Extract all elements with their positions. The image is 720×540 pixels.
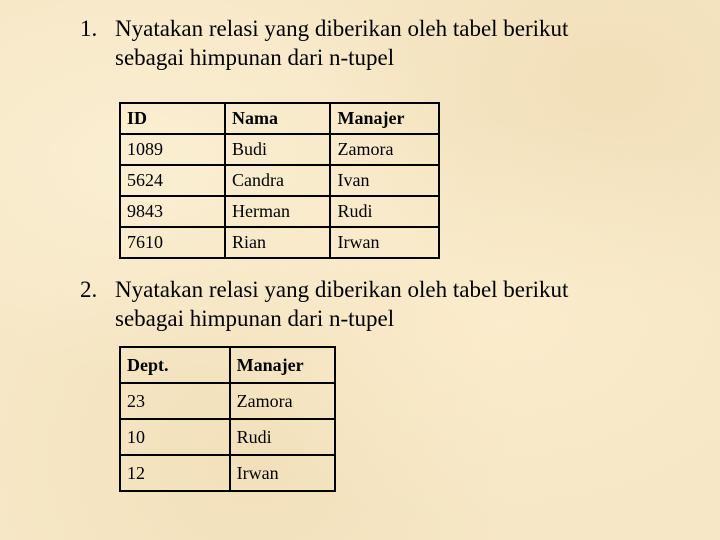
table-cell: 5624 [120,165,225,196]
table-cell: 1089 [120,134,225,165]
table-cell: Zamora [330,134,439,165]
question-2-line-1: Nyatakan relasi yang diberikan oleh tabel berikut [115,277,569,302]
table-cell: Candra [225,165,330,196]
question-1-line-1: Nyatakan relasi yang diberikan oleh tabel berikut [115,16,569,41]
table-cell: 23 [120,383,230,419]
table-header-row [120,347,335,383]
table-row [120,134,439,165]
question-2-line-2: sebagai himpunan dari n-tupel [115,306,395,331]
table-header-cell: ID [120,103,225,134]
table-cell: 12 [120,455,230,491]
table-cell: 7610 [120,227,225,258]
table-row [120,455,335,491]
table-row [120,383,335,419]
question-1-number: 1. [80,16,98,41]
table-header-cell: Manajer [230,347,335,383]
table-cell: Irwan [230,455,335,491]
question-2-number: 2. [80,277,98,302]
table-cell: 10 [120,419,230,455]
table-row [120,227,439,258]
table-cell: 9843 [120,196,225,227]
relation-table-2 [119,346,336,492]
table-cell: Budi [225,134,330,165]
relation-table-1 [119,102,440,259]
table-row [120,165,439,196]
table-row [120,196,439,227]
question-1 [80,14,640,72]
table-cell: Rudi [330,196,439,227]
table-cell: Rudi [230,419,335,455]
question-2 [80,275,640,333]
question-1-line-2: sebagai himpunan dari n-tupel [115,45,395,70]
table-header-row [120,103,439,134]
table-header-cell: Dept. [120,347,230,383]
table-cell: Irwan [330,227,439,258]
table-header-cell: Nama [225,103,330,134]
table-cell: Ivan [330,165,439,196]
table-cell: Zamora [230,383,335,419]
table-header-cell: Manajer [330,103,439,134]
table-cell: Rian [225,227,330,258]
table-row [120,419,335,455]
table-cell: Herman [225,196,330,227]
